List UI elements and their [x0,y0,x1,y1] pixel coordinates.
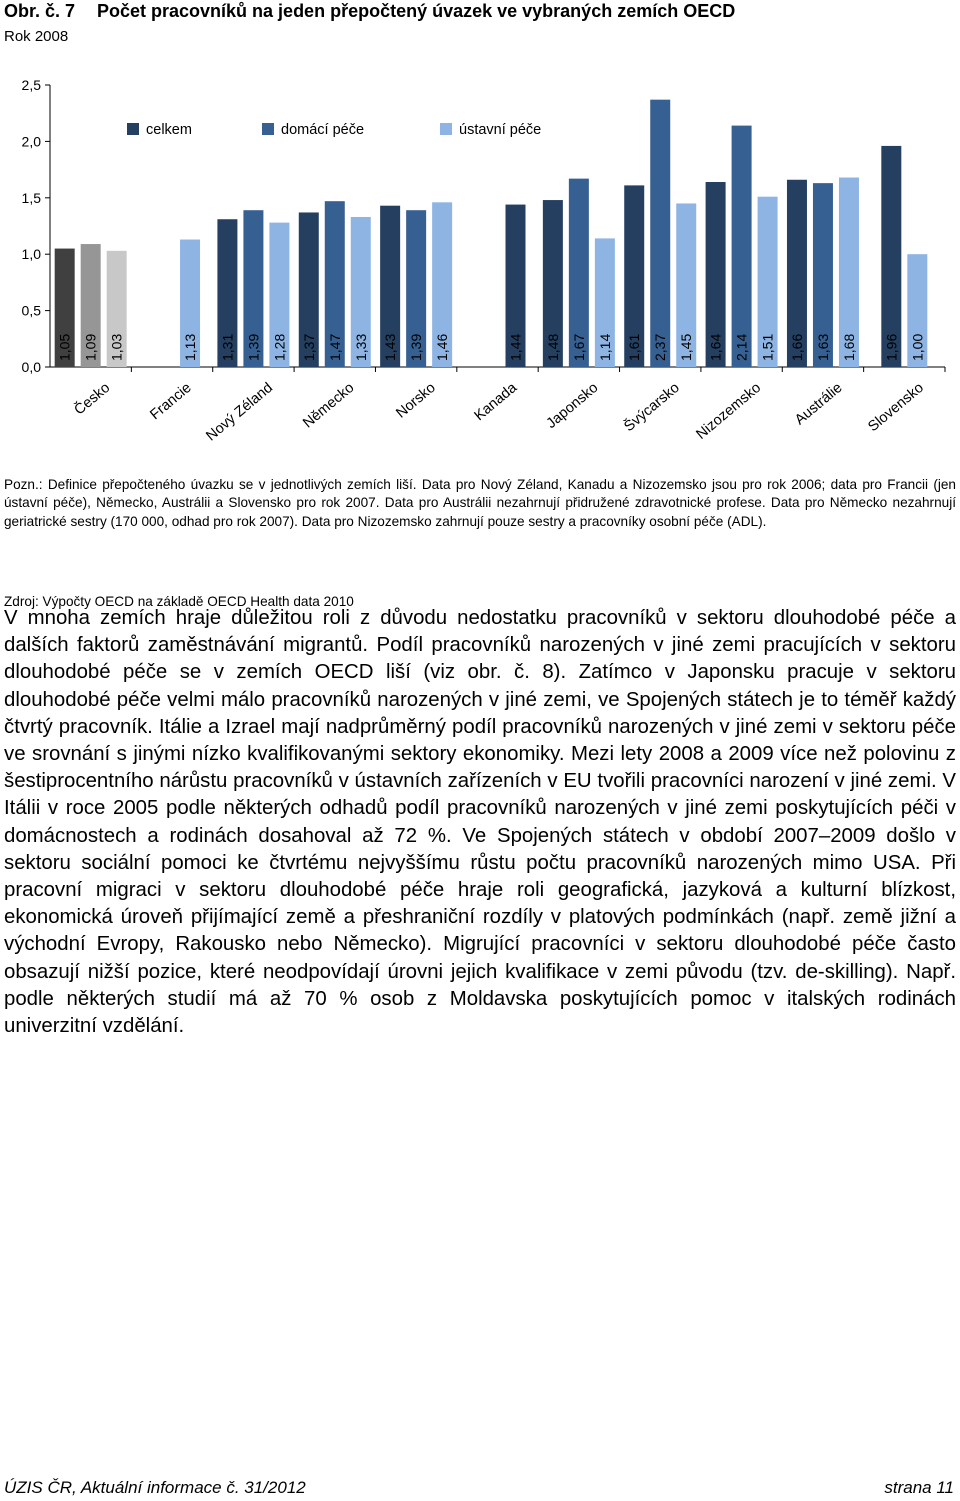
bar-value-label: 1,39 [408,333,425,361]
legend-label: ústavní péče [459,122,542,138]
legend-label: celkem [146,122,192,138]
figure-title: Počet pracovníků na jeden přepočtený úvazek ve vybraných zemích OECD [97,1,736,21]
x-category-label: Německo [300,379,358,432]
x-category-label: Japonsko [543,379,602,432]
y-tick-label: 2,0 [21,133,41,150]
bar-value-label: 1,45 [678,333,695,361]
bar-value-label: 1,48 [544,333,561,361]
body-text [4,605,956,1040]
y-tick-label: 1,0 [21,246,41,263]
chart-source: Zdroj: Výpočty OECD na základě OECD Health data 2010 [4,594,354,609]
bar-value-label: 1,64 [707,333,724,361]
bar-value-label: 1,47 [326,333,343,361]
bar-value-label: 2,37 [652,333,669,361]
legend-swatch [440,123,452,135]
bar-value-label: 1,05 [56,333,73,361]
x-category-label: Kanada [471,379,521,425]
bar-value-label: 1,68 [840,333,857,361]
bar-value-label: 1,37 [300,333,317,361]
bar-value-label: 1,28 [271,333,288,361]
bar-value-label: 1,00 [909,333,926,361]
bar-value-label: 1,66 [788,333,805,361]
bar-value-label: 1,09 [82,333,99,361]
bar-value-label: 1,13 [182,333,199,361]
bar-value-label: 1,33 [352,333,369,361]
bar-value-label: 1,96 [883,333,900,361]
figure-title-line [4,0,954,22]
bar-value-label: 1,51 [759,333,776,361]
bar [650,100,670,367]
x-category-label: Nizozemsko [693,379,765,443]
legend-label: domácí péče [281,122,365,138]
bar-value-label: 1,43 [382,333,399,361]
bar-chart [0,55,960,475]
y-tick-label: 0,5 [21,302,41,319]
chart-note [4,476,956,531]
x-category-label: Francie [147,379,195,424]
bar-value-label: 1,31 [219,333,236,361]
bar-value-label: 1,14 [596,333,613,361]
x-category-label: Švýcarsko [621,379,683,436]
footer-publication: ÚZIS ČR, Aktuální informace č. 31/2012 [4,1478,306,1497]
figure-subtitle: Rok 2008 [4,28,69,45]
bar-value-label: 1,03 [108,333,125,361]
bar-value-label: 1,39 [245,333,262,361]
footer-page-number: strana 11 [884,1478,954,1497]
bar-value-label: 1,44 [507,333,524,361]
bar-value-label: 1,46 [434,333,451,361]
bar-value-label: 2,14 [733,333,750,361]
x-category-label: Slovensko [865,379,927,436]
note-text: Pozn.: Definice přepočteného úvazku se v jednotlivých zemích liší. Data pro Nový Zéland, Kanadu a Nizozemsko jsou pro rok 2006; data pro Francii (jen ústavní péče), Německo, Austrálii a Slovensko pro rok 2007. Data pro Austrálii nezahrnují přidružené zdravotnické profese. Data pro Německo nezahrnují geriatrické sestry (170 000, odhad pro rok 2007). Data pro Nizozemsko zahrnují pouze sestry a pracovníky osobní péče (ADL). [4,477,956,529]
legend-swatch [262,123,274,135]
figure-number: Obr. č. 7 [4,1,76,21]
y-tick-label: 2,5 [21,77,41,93]
y-tick-label: 0,0 [21,359,41,375]
x-category-label: Austrálie [792,379,846,429]
legend-swatch [127,123,139,135]
y-tick-label: 1,5 [21,189,41,206]
bar [732,126,752,367]
bar-value-label: 1,67 [570,333,587,361]
bar-value-label: 1,61 [626,333,643,361]
body-paragraph: V mnoha zemích hraje důležitou roli z důvodu nedostatku pracovníků v sektoru dlouhodobé péče a dalších faktorů zaměstnávání migrantů. Podíl pracovníků narozených v jiné zemi pracujících v sektoru dlouhodobé péče se v zemích OECD liší (viz obr. č. 8). Zatímco v Japonsku pracuje v sektoru dlouhodobé péče velmi málo pracovníků narozených v jiné zemi, ve Spojených státech je to téměř každý čtvrtý pracovník. Itálie a Izrael mají nadprůměrný podíl pracovníků narozených v jiné zemi v sektoru péče ve srovnání s jinými nízko kvalifikovanými sektory ekonomiky. Mezi lety 2008 a 2009 více než polovinu z šestiprocentního nárůstu pracovníků v ústavních zařízeních v EU tvořili pracovníci narození v jiné zemi. V Itálii v roce 2005 podle některých odhadů podíl pracovníků narozených v jiné zemi poskytujících péči v domácnostech a rodinách dosahoval až 72 %. Ve Spojených státech v období 2007–2009 došlo v sektoru sociální pomoci ke čtvrtému nejvyššímu růstu počtu pracovníků narozených mimo USA. Při pracovní migraci v sektoru dlouhodobé péče hraje roli geografická, jazyková a kulturní blízkost, ekonomická úroveň přijímající země a přeshraniční rozdíly v platových podmínkách (např. země jižní a východní Evropy, Rakousko nebo Německo). Migrující pracovníci v sektoru dlouhodobé péče často obsazují nižší pozice, které neodpovídají úrovni jejich kvalifikace v zemi původu (tzv. de-skilling). Např. podle některých studií má až 70 % osob z Moldavska poskytujících pomoc v italských rodinách univerzitní vzdělání. [4,607,956,1038]
x-category-label: Norsko [393,379,439,422]
x-category-label: Nový Zéland [203,379,276,445]
bar-value-label: 1,63 [814,333,831,361]
x-category-label: Česko [71,379,114,419]
